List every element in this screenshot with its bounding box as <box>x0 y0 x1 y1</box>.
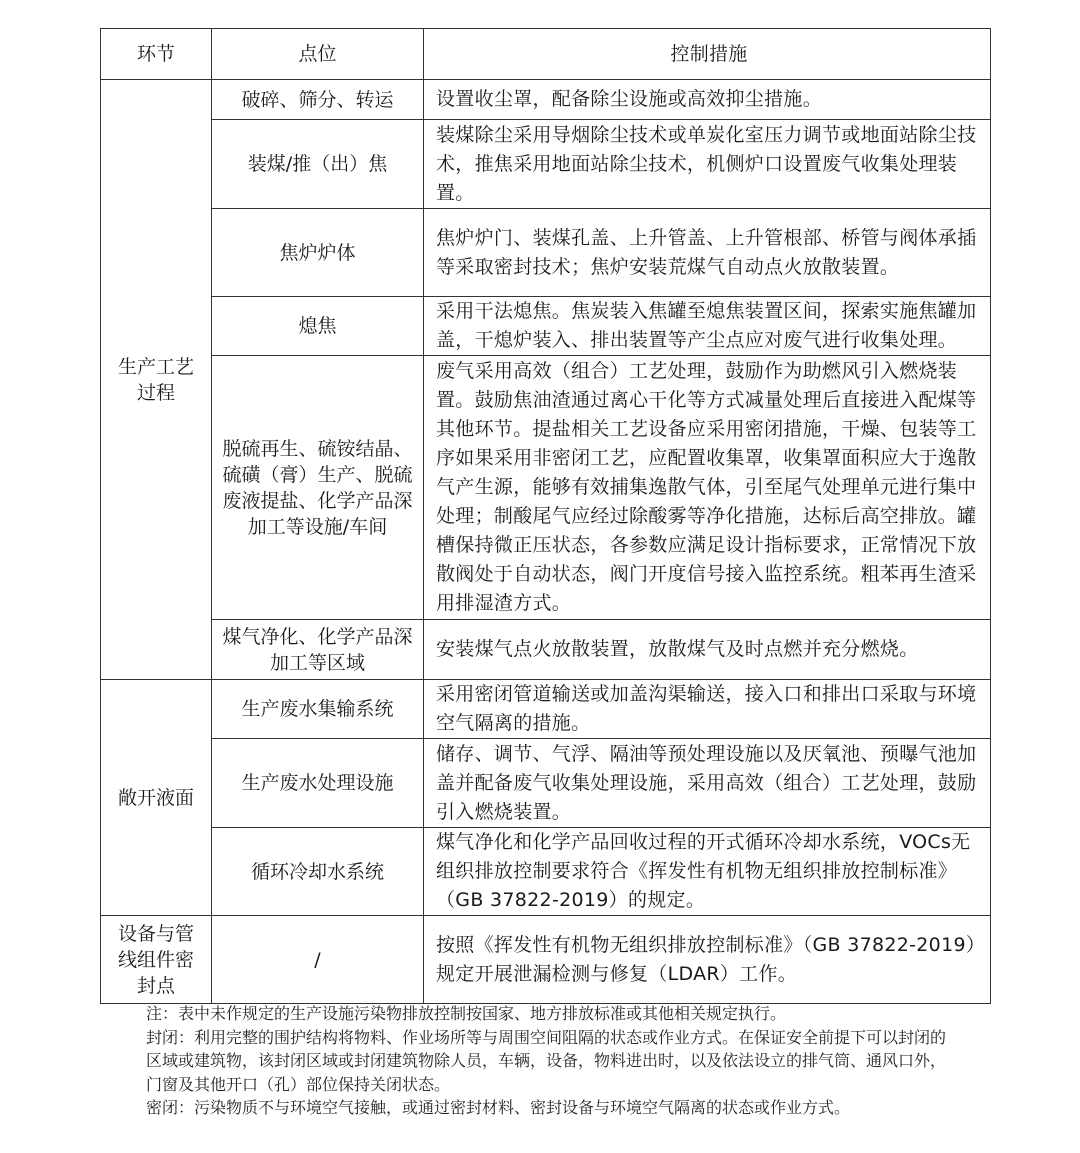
stage-cell <box>101 916 212 1004</box>
header-row <box>101 29 991 80</box>
measure-cell: 废气采用高效（组合）工艺处理，鼓励作为助燃风引入燃烧装置。鼓励焦油渣通过离心干化等方式减量处理后直接进入配煤等其他环节。提盐相关工艺设备应采用密闭措施，干燥、包装等工序如果采用非密闭工艺，应配置收集罩，收集罩面积应大于逸散气产生源，能够有效捕集逸散气体，引至尾气处理单元进行集中处理；制酸尾气应经过除酸雾等净化措施，达标后高空排放。罐槽保持微正压状态，各参数应满足设计指标要求，正常情况下放散阀处于自动状态，阀门开度信号接入监控系统。粗苯再生渣采用排湿渣方式。 <box>424 356 991 620</box>
header-stage: 环节 <box>101 29 212 80</box>
point-cell: 煤气净化、化学产品深加工等区域 <box>212 620 424 680</box>
point-cell: 生产废水集输系统 <box>212 680 424 739</box>
point-cell: 熄焦 <box>212 297 424 356</box>
point-cell: 脱硫再生、硫铵结晶、硫磺（膏）生产、脱硫废液提盐、化学产品深加工等设施/车间 <box>212 356 424 620</box>
measure-cell: 安装煤气点火放散装置，放散煤气及时点燃并充分燃烧。 <box>424 620 991 680</box>
point-cell: 焦炉炉体 <box>212 209 424 297</box>
table-row <box>101 680 991 739</box>
stage-label: 生产工艺过程 <box>117 355 194 404</box>
table-row <box>101 80 991 120</box>
point-cell: 生产废水处理设施 <box>212 739 424 828</box>
stage-cell <box>101 80 212 680</box>
header-point: 点位 <box>212 29 424 80</box>
measure-cell: 采用密闭管道输送或加盖沟渠输送，接入口和排出口采取与环境空气隔离的措施。 <box>424 680 991 739</box>
header-measure: 控制措施 <box>424 29 991 80</box>
table-row <box>101 297 991 356</box>
note-enclosed-definition: 封闭：利用完整的围护结构将物料、作业场所等与周围空间阻隔的状态或作业方式。在保证安全前提下可以封闭的区域或建筑物，该封闭区域或封闭建筑物除人员，车辆，设备，物料进出时，以及依法设立的排气筒、通风口外，门窗及其他开口（孔）部位保持关闭状态。 <box>146 1027 947 1094</box>
measure-cell: 储存、调节、气浮、隔油等预处理设施以及厌氧池、预曝气池加盖并配备废气收集处理设施，采用高效（组合）工艺处理，鼓励引入燃烧装置。 <box>424 739 991 828</box>
table-row <box>101 209 991 297</box>
table-row <box>101 916 991 1004</box>
measure-cell: 设置收尘罩，配备除尘设施或高效抑尘措施。 <box>424 80 991 120</box>
measure-cell: 按照《挥发性有机物无组织排放控制标准》（GB 37822-2019）规定开展泄漏检测与修复（LDAR）工作。 <box>424 916 991 1004</box>
note-sealed-definition: 密闭：污染物质不与环境空气接触，或通过密封材料、密封设备与环境空气隔离的状态或作业方式。 <box>146 1098 851 1117</box>
table-row <box>101 828 991 916</box>
measure-cell: 煤气净化和化学产品回收过程的开式循环冷却水系统，VOCs无组织排放控制要求符合《挥发性有机物无组织排放控制标准》（GB 37822-2019）的规定。 <box>424 828 991 916</box>
table-row <box>101 356 991 620</box>
table-row <box>101 739 991 828</box>
stage-cell: 敞开液面 <box>101 680 212 916</box>
emission-control-table <box>100 28 991 1004</box>
point-cell: 循环冷却水系统 <box>212 828 424 916</box>
table-notes <box>146 1002 946 1120</box>
measure-cell: 装煤除尘采用导烟除尘技术或单炭化室压力调节或地面站除尘技术，推焦采用地面站除尘技术，机侧炉口设置废气收集处理装置。 <box>424 120 991 209</box>
measure-cell: 采用干法熄焦。焦炭装入焦罐至熄焦装置区间，探索实施焦罐加盖，干熄炉装入、排出装置等产尘点应对废气进行收集处理。 <box>424 297 991 356</box>
point-cell: 破碎、筛分、转运 <box>212 80 424 120</box>
stage-label: 设备与管线组件密封点 <box>117 922 194 997</box>
point-cell: / <box>212 916 424 1004</box>
note-general: 注：表中未作规定的生产设施污染物排放控制按国家、地方排放标准或其他相关规定执行。 <box>146 1004 787 1023</box>
table-row <box>101 120 991 209</box>
measure-cell: 焦炉炉门、装煤孔盖、上升管盖、上升管根部、桥管与阀体承插等采取密封技术；焦炉安装荒煤气自动点火放散装置。 <box>424 209 991 297</box>
point-cell: 装煤/推（出）焦 <box>212 120 424 209</box>
table-row <box>101 620 991 680</box>
